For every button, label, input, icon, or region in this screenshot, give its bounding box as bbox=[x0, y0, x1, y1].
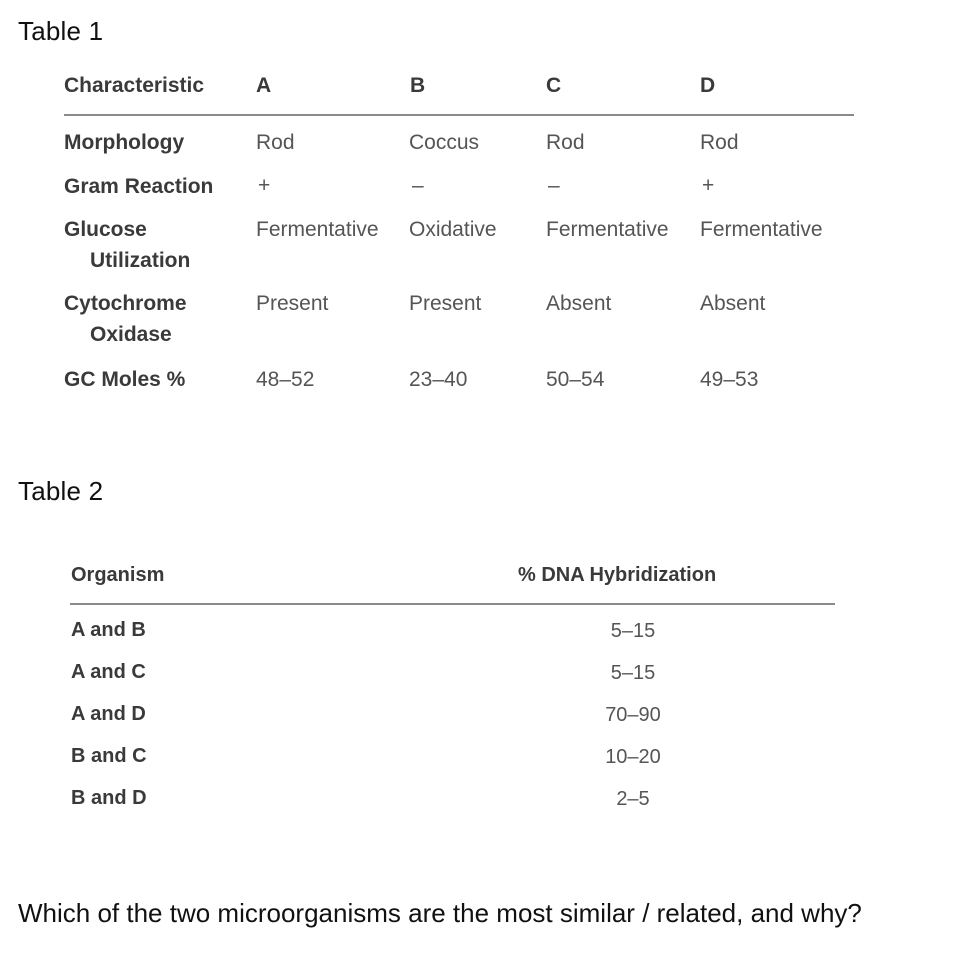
table1-cell: 49–53 bbox=[700, 368, 759, 391]
table2-row-value: 2–5 bbox=[616, 788, 650, 810]
table1-cell: Fermentative bbox=[546, 218, 669, 241]
table2-row-value: 10–20 bbox=[605, 746, 661, 768]
table1-cell: + bbox=[258, 174, 271, 197]
table1-row-label-text: Cytochrome Oxidase bbox=[64, 292, 187, 346]
table1-cell: Coccus bbox=[409, 131, 480, 154]
table1-cell: Rod bbox=[546, 131, 585, 154]
table1-cell: 50–54 bbox=[546, 368, 605, 391]
table2-row-value: 70–90 bbox=[605, 704, 661, 726]
table1-cell: 23–40 bbox=[409, 368, 468, 391]
table1-cell: Absent bbox=[546, 292, 612, 315]
table1-row-label: Morphology bbox=[64, 131, 185, 154]
table2-row-value: 5–15 bbox=[610, 662, 656, 684]
table1-caption: Table 1 bbox=[18, 16, 104, 46]
table1-cell: Absent bbox=[700, 292, 766, 315]
table1-header-d: D bbox=[700, 74, 716, 97]
table1-cell: Fermentative bbox=[700, 218, 823, 241]
table1-cell: + bbox=[702, 174, 715, 197]
table2-caption: Table 2 bbox=[18, 476, 104, 506]
table1-row-label-text: Glucose Utilization bbox=[64, 218, 191, 272]
table1-cell: Oxidative bbox=[409, 218, 497, 241]
table1-header-b: B bbox=[410, 74, 426, 97]
table2-header-organism: Organism bbox=[71, 564, 165, 586]
table2-row-organism: B and C bbox=[71, 745, 147, 767]
table1-cell: Rod bbox=[256, 131, 295, 154]
table1-row-label: GC Moles % bbox=[64, 368, 186, 391]
table2-row-organism: A and B bbox=[71, 619, 146, 641]
table2-row-organism: A and D bbox=[71, 703, 146, 725]
table1-cell: Present bbox=[256, 292, 329, 315]
table2-header-hybridization: % DNA Hybridization bbox=[518, 564, 717, 586]
table1-header-c: C bbox=[546, 74, 562, 97]
table2-row-value: 5–15 bbox=[610, 620, 656, 642]
table1-cell: Fermentative bbox=[256, 218, 379, 241]
table1-row-label: Gram Reaction bbox=[64, 175, 214, 198]
table1-cell: Rod bbox=[700, 131, 739, 154]
table2-row-organism: A and C bbox=[71, 661, 146, 683]
table1-row-label bbox=[64, 214, 190, 276]
table1-cell: Present bbox=[409, 292, 482, 315]
table1-cell: 48–52 bbox=[256, 368, 315, 391]
table1-header-a: A bbox=[256, 74, 272, 97]
table2-row-organism: B and D bbox=[71, 787, 147, 809]
table1-header-characteristic: Characteristic bbox=[64, 74, 205, 97]
table2-header-rule bbox=[70, 603, 835, 605]
table1-row-label bbox=[64, 288, 187, 350]
question-text: Which of the two microorganisms are the most similar / related, and why? bbox=[18, 898, 862, 928]
table1-cell: – bbox=[548, 174, 560, 197]
table1-header-rule bbox=[64, 114, 854, 116]
table1-cell: – bbox=[412, 174, 424, 197]
